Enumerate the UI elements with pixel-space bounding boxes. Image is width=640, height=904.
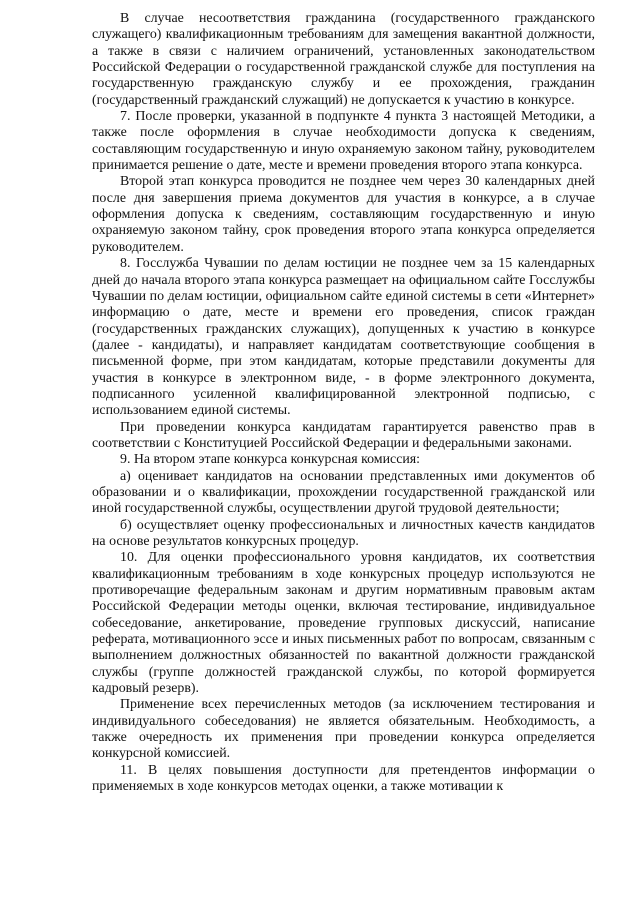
paragraph-item-9a: а) оценивает кандидатов на основании представленных ими документов об образовании и о квалификации, прохождении государственной гражданской или иной государственной службы, осуществлении другой трудовой деятельности; [92,468,595,517]
document-page [92,11,595,796]
paragraph-item-8: 8. Госслужба Чувашии по делам юстиции не позднее чем за 15 календарных дней до начала второго этапа конкурса размещает на официальном сайте Госслужбы Чувашии по делам юстиции, официальном сайте единой системы в сети «Интернет» информацию о дате, месте и времени его проведения, список граждан (государственных гражданских служащих), допущенных к участию в конкурсе (далее - кандидаты), и направляет кандидатам соответствующие сообщения в письменной форме, при этом кандидатам, которые представили документы для участия в конкурсе в электронном виде, - в форме электронного документа, подписанного усиленной квалифицированной электронной подписью, с использованием единой системы. [92,256,595,419]
paragraph-item-10: 10. Для оценки профессионального уровня кандидатов, их соответствия квалификационным требованиям в ходе конкурсных процедур используются не противоречащие федеральным законам и другим нормативным правовым актам Российской Федерации методы оценки, включая тестирование, индивидуальное собеседование, анкетирование, проведение групповых дискуссий, написание реферата, мотивационного эссе и иных письменных работ по вопросам, связанным с выполнением должностных обязанностей по вакантной должности гражданской службы (группе должностей гражданской службы, по которой формируется кадровый резерв). [92,550,595,697]
paragraph-item-9b: б) осуществляет оценку профессиональных и личностных качеств кандидатов на основе результатов конкурсных процедур. [92,517,595,549]
paragraph-second-stage-timing: Второй этап конкурса проводится не позднее чем через 30 календарных дней после дня завершения приема документов для участия в конкурсе, а в случае оформления допуска к сведениям, составляющим государственную и иную охраняемую законом тайну, срок проведения второго этапа конкурса определяется руководителем. [92,174,595,255]
paragraph-methods-application: Применение всех перечисленных методов (за исключением тестирования и индивидуального собеседования) не является обязательным. Необходимость, а также очередность их применения при проведении конкурса определяется конкурсной комиссией. [92,697,595,762]
paragraph-item-9: 9. На втором этапе конкурса конкурсная комиссия: [120,452,421,468]
paragraph-equal-rights: При проведении конкурса кандидатам гарантируется равенство прав в соответствии с Конституцией Российской Федерации и федеральными законами. [92,419,595,451]
paragraph-item-11: 11. В целях повышения доступности для претендентов информации о применяемых в ходе конкурсов методах оценки, а также мотивации к [92,762,595,795]
paragraph-noncompliance: В случае несоответствия гражданина (государственного гражданского служащего) квалификационным требованиям для замещения вакантной должности, а также в связи с наличием ограничений, установленных законодательством Российской Федерации о государственной гражданской службе для поступления на государственную гражданскую службу и ее прохождения, гражданин (государственный гражданский служащий) не допускается к участию в конкурсе. [92,11,595,108]
paragraph-item-7: 7. После проверки, указанной в подпункте 4 пункта 3 настоящей Методики, а также после оформления в случае необходимости допуска к сведениям, составляющим государственную и иную охраняемую законом тайну, руководителем принимается решение о дате, месте и времени проведения второго этапа конкурса. [92,109,595,174]
